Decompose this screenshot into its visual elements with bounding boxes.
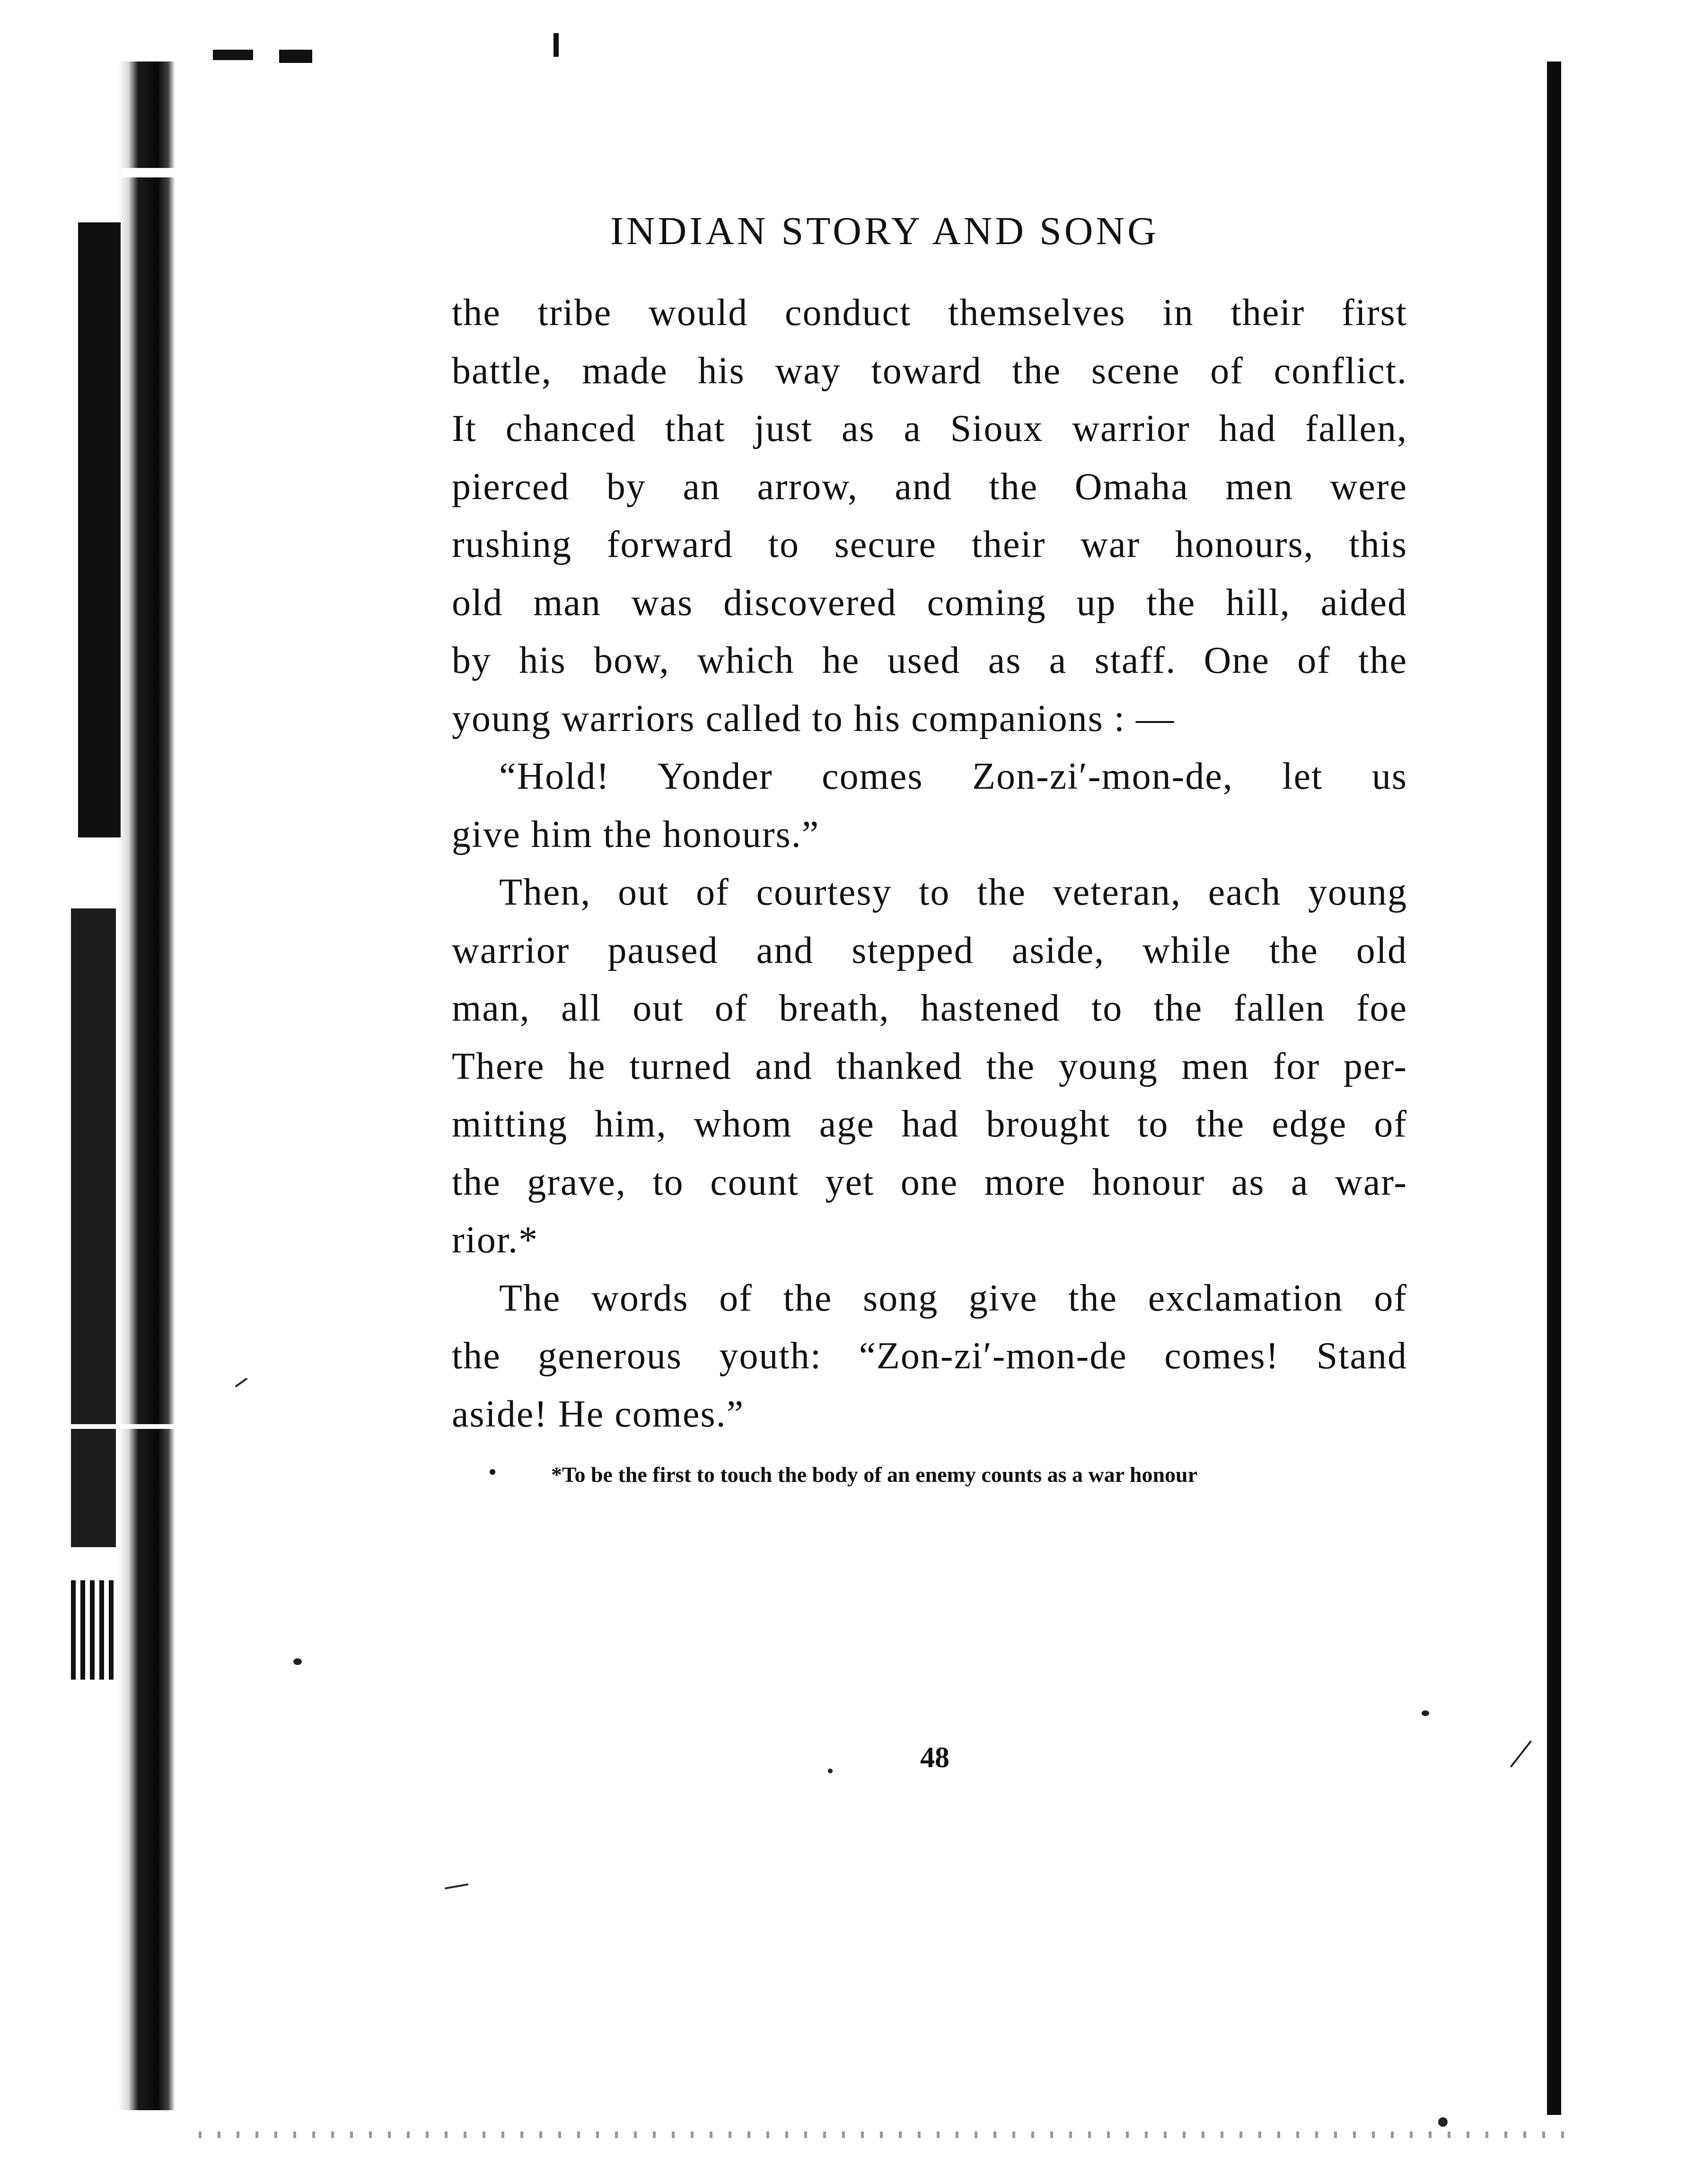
binding-gap-lower (66, 1424, 185, 1429)
footnote-bullet (490, 1469, 495, 1475)
binding-shadow-upper (78, 222, 121, 837)
text-line: rushing forward to secure their war honours, this (452, 524, 1407, 565)
scan-speck (293, 1658, 302, 1665)
text-line: the generous youth: “Zon-zi′-mon-de comes! Stand (452, 1335, 1407, 1377)
scan-speck (554, 33, 559, 57)
text-line: The words of the song give the exclamation of (499, 1277, 1407, 1319)
binding-shadow-lower (71, 908, 116, 1547)
text-line: the tribe would conduct themselves in their first (452, 292, 1407, 334)
scan-noise-bottom (199, 2131, 1571, 2138)
text-line: the grave, to count yet one more honour as a war- (452, 1161, 1407, 1203)
body-text (452, 284, 1407, 1443)
binding-stripes (71, 1580, 118, 1680)
binding-gap (121, 168, 182, 177)
text-line: Then, out of courtesy to the veteran, each young (499, 872, 1407, 913)
text-line: aside! He comes.” (452, 1393, 745, 1435)
text-line: It chanced that just as a Sioux warrior had fallen, (452, 408, 1407, 449)
scan-speck (1422, 1710, 1429, 1716)
binding-edge (118, 62, 175, 2110)
text-line: young warriors called to his companions : — (452, 697, 1175, 740)
text-line: pierced by an arrow, and the Omaha men were (452, 466, 1407, 508)
scan-speck (279, 50, 312, 63)
text-line: by his bow, which he used as a staff. One of the (452, 640, 1407, 681)
page-number: 48 (920, 1742, 949, 1774)
scan-speck (828, 1769, 833, 1773)
footnote: *To be the first to touch the body of an enemy counts as a war honour (551, 1462, 1198, 1487)
right-page-edge (1547, 62, 1561, 2115)
text-line: warrior paused and stepped aside, while the old (452, 929, 1407, 971)
text-line: rior.* (452, 1219, 539, 1261)
text-line: “Hold! Yonder comes Zon-zi′-mon-de, let us (499, 756, 1407, 797)
scan-mark (445, 1884, 468, 1890)
text-line: man, all out of breath, hastened to the fallen foe (452, 987, 1407, 1029)
scan-speck (1438, 2117, 1448, 2127)
scan-mark (235, 1378, 248, 1387)
text-line: give him the honours.” (452, 813, 820, 855)
text-line: There he turned and thanked the young men for per- (452, 1045, 1407, 1087)
scan-speck (213, 50, 253, 60)
text-line: mitting him, whom age had brought to the edge of (452, 1103, 1407, 1145)
text-line: old man was discovered coming up the hill, aided (452, 581, 1407, 624)
text-line: battle, made his way toward the scene of conflict. (452, 350, 1407, 392)
running-head: INDIAN STORY AND SONG (610, 209, 1159, 253)
scan-mark (1510, 1740, 1532, 1768)
